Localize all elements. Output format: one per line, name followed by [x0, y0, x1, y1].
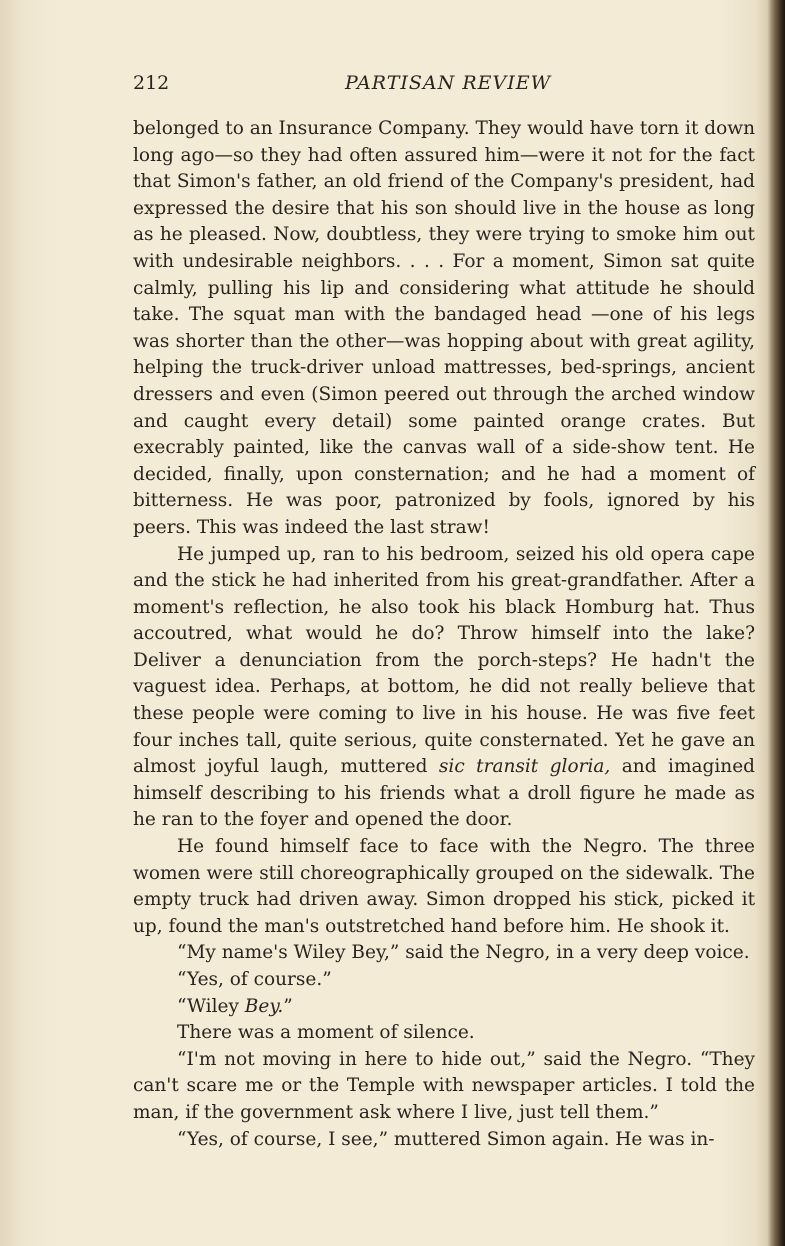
paragraph-2	[133, 542, 755, 835]
paragraph-6-italic: Bey.	[244, 995, 284, 1017]
paragraph-2-text-a: He jumped up, ran to his bedroom, seized his old opera cape and the stick he had inherited from his great-grandfather. After a moment's reflection, he also took his black Homburg hat. Thus accoutred, what would he do? Throw himself into the lake? Deliver a denunciation from the porch-steps? He hadn't the vaguest idea. Perhaps, at bottom, he did not really believe that these people were coming to live in his house. He was five feet four inches tall, quite serious, quite consternated. Yet he gave an almost joyful laugh, muttered	[133, 543, 755, 778]
paragraph-5: “Yes, of course.”	[177, 969, 332, 990]
page-header	[133, 72, 753, 102]
paragraph-9: “Yes, of course, I see,” muttered Simon again. He was in-	[177, 1128, 715, 1150]
page-number: 212	[133, 72, 170, 94]
paragraph-6	[133, 994, 755, 1021]
book-gutter-shadow	[767, 0, 785, 1246]
paragraph-2-text-b: and imagined himself describing to his friends what a droll figure he made as he ran to the foyer and opened the door.	[133, 756, 755, 831]
body-text	[133, 116, 755, 1153]
paragraph-6-text-b: ”	[283, 995, 293, 1017]
paragraph-3: He found himself face to face with the Negro. The three women were still choreographically grouped on the sidewalk. The empty truck had driven away. Simon dropped his stick, picked it up, found the man's outstretched hand before him. He shook it.	[133, 836, 755, 937]
paragraph-1: belonged to an Insurance Company. They would have torn it down long ago—so they had often assured him—were it not for the fact that Simon's father, an old friend of the Company's president, had expressed the desire that his son should live in the house as long as he pleased. Now, doubtless, they were trying to smoke him out with undesirable neighbors. . . . For a moment, Simon sat quite calmly, pulling his lip and considering what attitude he should take. The squat man with the bandaged head —one of his legs was shorter than the other—was hopping about with great agility, helping the truck-driver unload mattresses, bed-springs, ancient dressers and even (Simon peered out through the arched window and caught every detail) some painted orange crates. But execrably painted, like the canvas wall of a side-show tent. He decided, finally, upon consternation; and he had a moment of bitterness. He was poor, patronized by fools, ignored by his peers. This was indeed the last straw!	[133, 118, 755, 538]
running-head: PARTISAN REVIEW	[345, 72, 552, 94]
paragraph-7: There was a moment of silence.	[177, 1022, 475, 1044]
paragraph-8: “I'm not moving in here to hide out,” said the Negro. “They can't scare me or the Temple with newspaper articles. I told the man, if the government ask where I live, just tell them.”	[133, 1048, 755, 1123]
paragraph-4: “My name's Wiley Bey,” said the Negro, in a very deep voice.	[177, 942, 750, 964]
paragraph-2-italic: sic transit gloria,	[438, 756, 611, 778]
paragraph-6-text-a: “Wiley	[177, 995, 245, 1017]
